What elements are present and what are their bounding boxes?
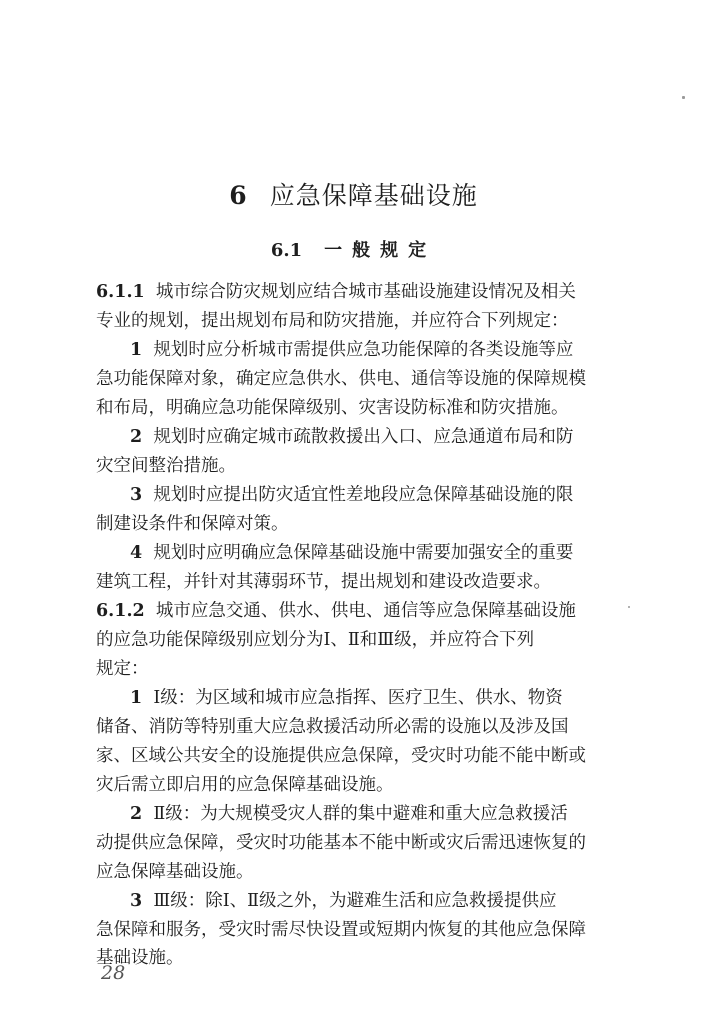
body-line (96, 398, 569, 418)
line-text: 规划时应确定城市疏散救援出入口、应急通道布局和防 (153, 427, 574, 447)
body-line (96, 862, 254, 882)
body-line (130, 688, 563, 708)
line-text: 的应急功能保障级别应划分为Ⅰ、Ⅱ和Ⅲ级，并应符合下列 (96, 630, 535, 650)
body-line (96, 572, 551, 592)
chapter-title (0, 176, 707, 212)
clause-number: 6.1.1 (96, 282, 145, 302)
line-text: 动提供应急保障，受灾时功能基本不能中断或灾后需迅速恢复的 (96, 833, 586, 853)
chapter-number: 6 (229, 181, 248, 210)
line-text: 急功能保障对象，确定应急供水、供电、通信等设施的保障规模 (96, 369, 586, 389)
body-line (96, 717, 569, 737)
body-line (96, 601, 576, 621)
line-text: Ⅱ级：为大规模受灾人群的集中避难和重大应急救援活 (153, 804, 568, 824)
item-number: 2 (130, 804, 143, 824)
body-line (96, 514, 289, 534)
body-line (96, 775, 394, 795)
body-line (96, 833, 586, 853)
section-title (0, 236, 707, 262)
line-text: 规定： (96, 659, 149, 679)
line-text: 家、区域公共安全的设施提供应急保障，受灾时功能不能中断或 (96, 746, 586, 766)
body-line (96, 746, 586, 766)
line-text: 规划时应提出防灾适宜性差地段应急保障基础设施的限 (153, 485, 574, 505)
line-text: 制建设条件和保障对策。 (96, 514, 289, 534)
line-text: 城市应急交通、供水、供电、通信等应急保障基础设施 (155, 601, 576, 621)
page-number: 28 (101, 962, 126, 984)
item-number: 4 (130, 543, 143, 563)
body-line (130, 804, 568, 824)
body-line (130, 543, 573, 563)
body-line (96, 369, 586, 389)
line-text: 规划时应分析城市需提供应急功能保障的各类设施等应 (153, 340, 574, 360)
line-text: 储备、消防等特别重大应急救援活动所必需的设施以及涉及国 (96, 717, 569, 737)
chapter-title-text: 应急保障基础设施 (269, 181, 478, 210)
line-text: Ⅰ级：为区域和城市应急指挥、医疗卫生、供水、物资 (153, 688, 563, 708)
body-line (96, 920, 586, 940)
body-line (130, 891, 557, 911)
body-line (130, 340, 573, 360)
line-text: 灾后需立即启用的应急保障基础设施。 (96, 775, 394, 795)
line-text: 基础设施。 (96, 948, 184, 968)
line-text: 应急保障基础设施。 (96, 862, 254, 882)
section-title-text: 一般规定 (324, 240, 437, 261)
line-text: 灾空间整治措施。 (96, 456, 236, 476)
item-number: 2 (130, 427, 143, 447)
line-text: 建筑工程，并针对其薄弱环节，提出规划和建设改造要求。 (96, 572, 551, 592)
clause-number: 6.1.2 (96, 601, 145, 621)
body-line (96, 311, 569, 331)
item-number: 1 (130, 688, 143, 708)
body-line (130, 485, 573, 505)
body-line (130, 427, 573, 447)
body-line (96, 282, 576, 302)
section-number: 6.1 (270, 240, 303, 261)
item-number: 3 (130, 891, 143, 911)
body-line (96, 456, 236, 476)
line-text: Ⅲ级：除Ⅰ、Ⅱ级之外，为避难生活和应急救援提供应 (153, 891, 557, 911)
body-line (96, 630, 534, 650)
body-line (96, 659, 149, 679)
line-text: 规划时应明确应急保障基础设施中需要加强安全的重要 (153, 543, 574, 563)
line-text: 城市综合防灾规划应结合城市基础设施建设情况及相关 (155, 282, 576, 302)
item-number: 1 (130, 340, 143, 360)
line-text: 急保障和服务，受灾时需尽快设置或短期内恢复的其他应急保障 (96, 920, 586, 940)
scan-speck (682, 96, 685, 99)
line-text: 和布局，明确应急功能保障级别、灾害设防标准和防灾措施。 (96, 398, 569, 418)
item-number: 3 (130, 485, 143, 505)
scan-speck (628, 606, 630, 608)
line-text: 专业的规划，提出规划布局和防灾措施，并应符合下列规定： (96, 311, 569, 331)
